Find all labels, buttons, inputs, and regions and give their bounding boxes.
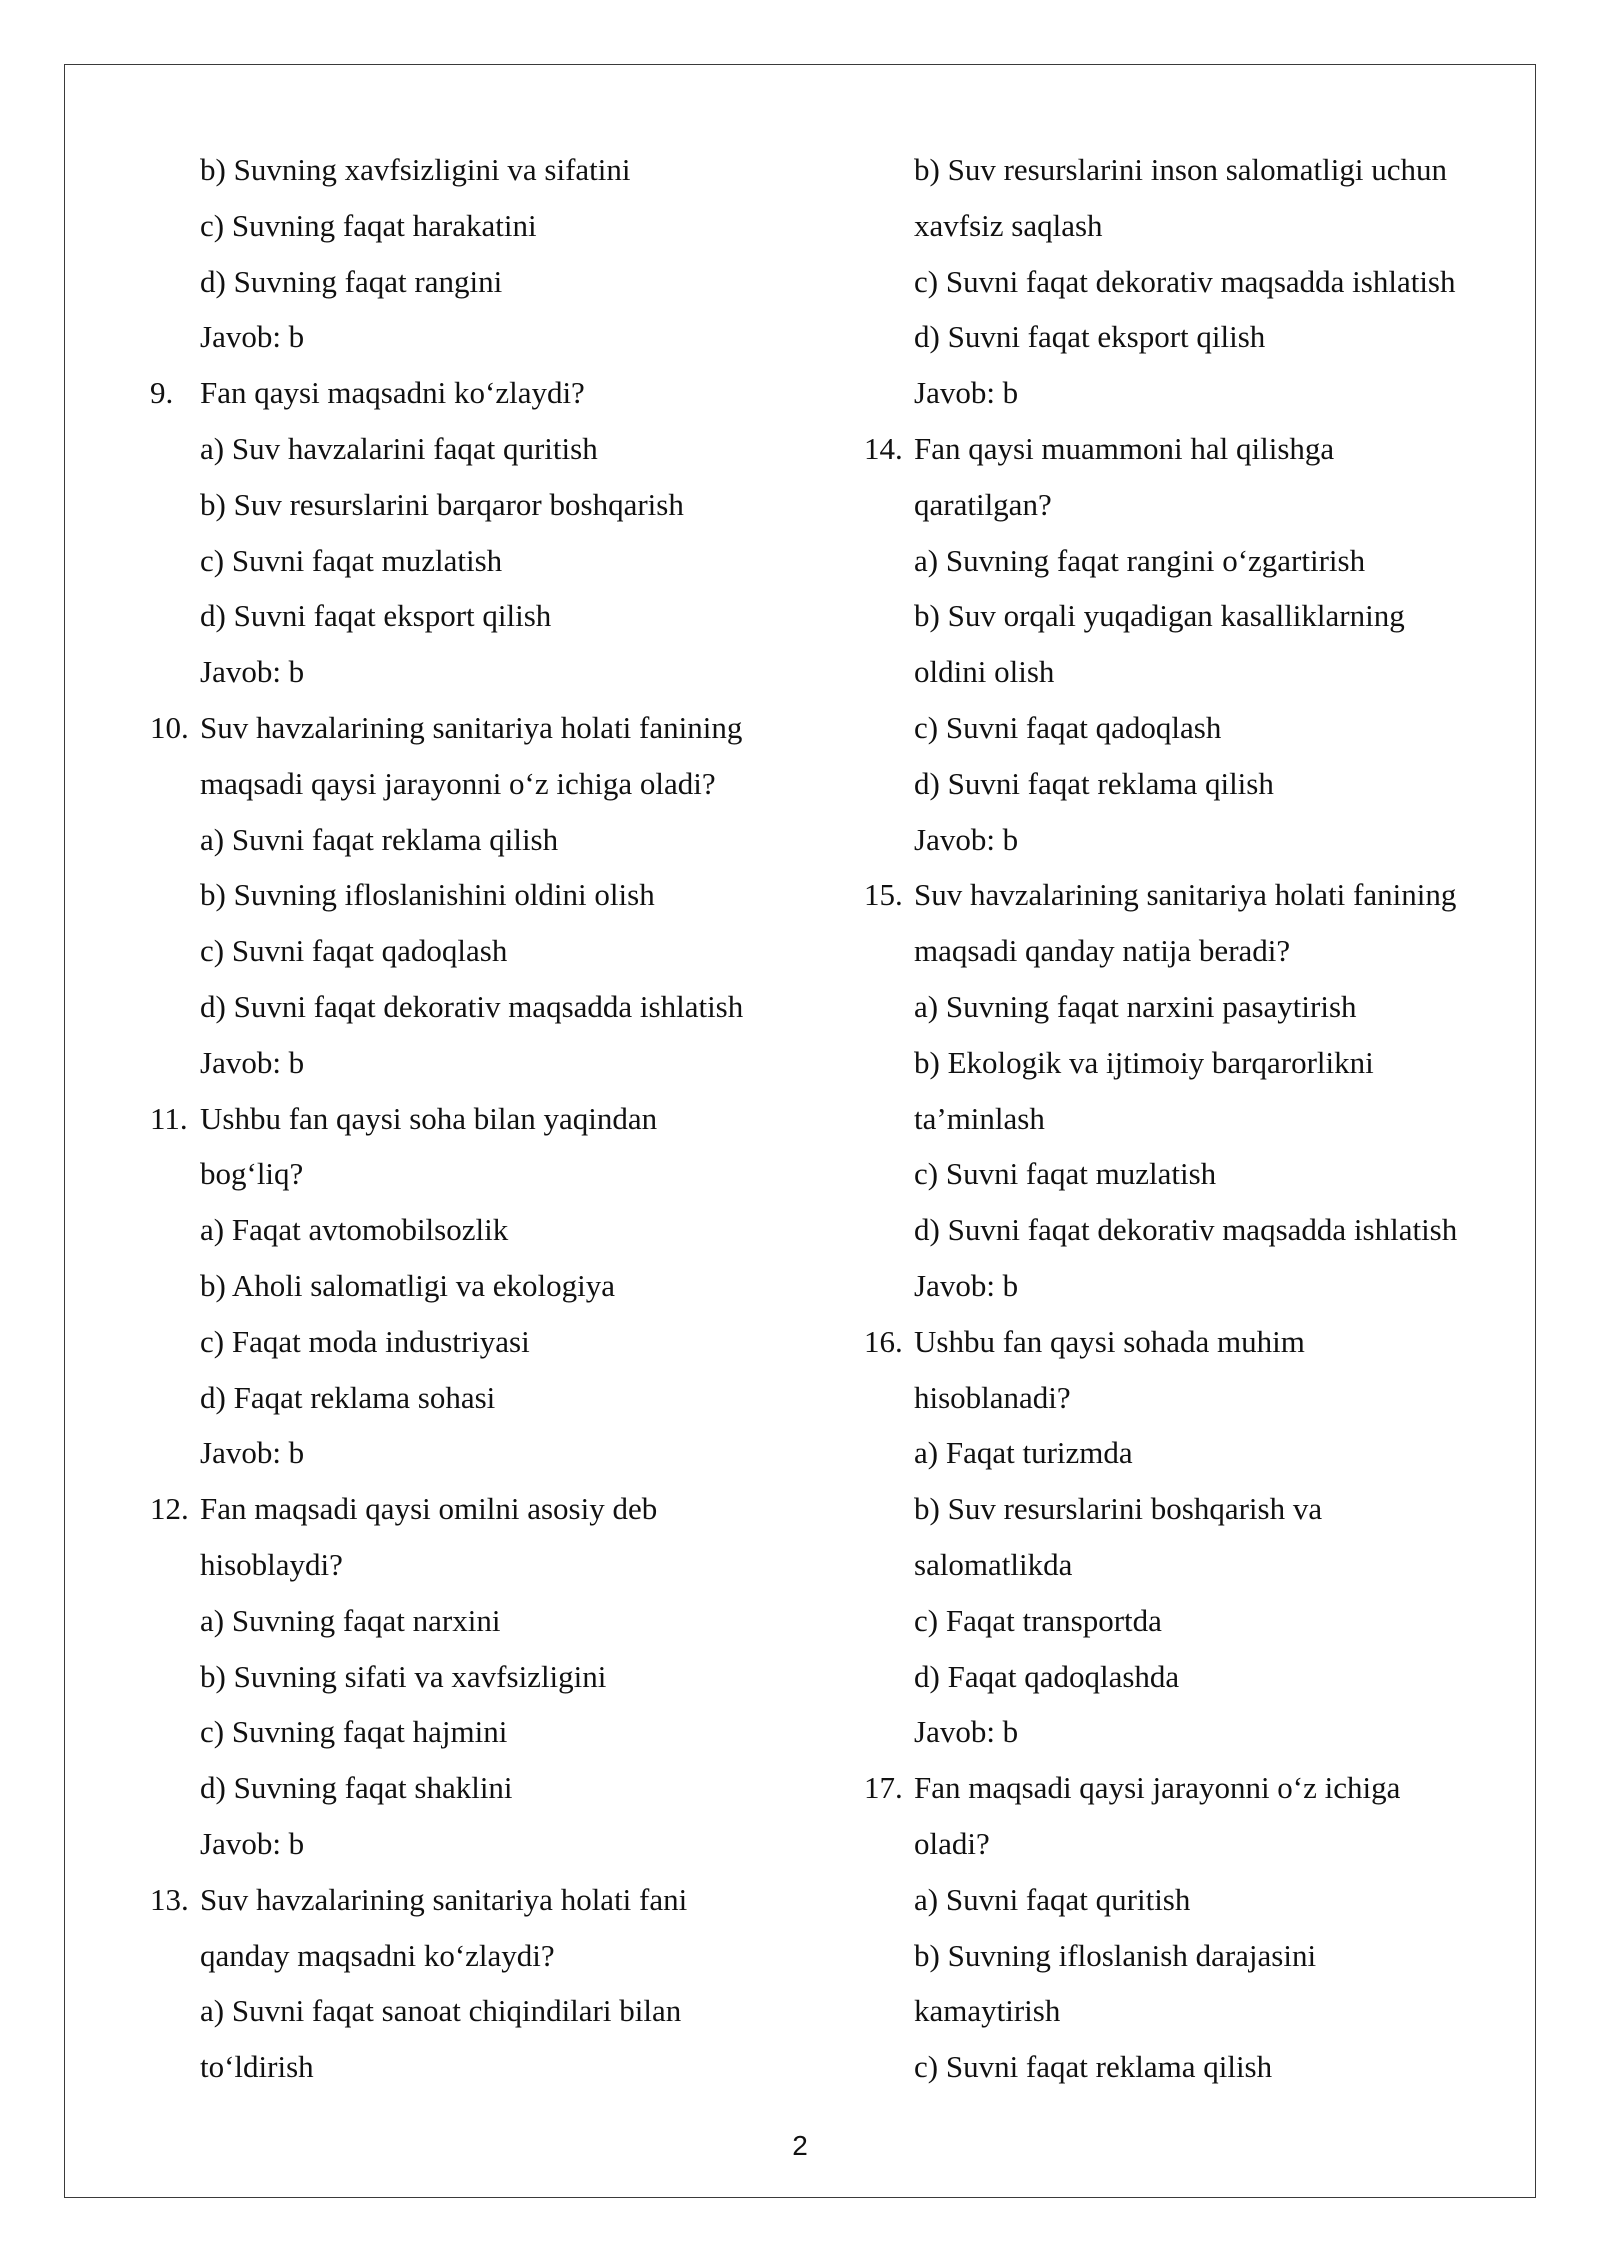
- text-line: [864, 1649, 1524, 1705]
- line-text: a) Suvni faqat sanoat chiqindilari bilan: [200, 1993, 682, 2029]
- text-line: [150, 421, 810, 477]
- text-line: [864, 1872, 1524, 1928]
- text-line: [864, 1704, 1524, 1760]
- line-text: qanday maqsadni ko‘zlaydi?: [200, 1937, 555, 1973]
- question-line: [150, 1481, 810, 1537]
- line-text: ta’minlash: [914, 1100, 1045, 1136]
- line-text: d) Suvni faqat dekorativ maqsadda ishlatish: [200, 988, 744, 1024]
- text-line: [864, 1481, 1524, 1537]
- question-line: [150, 365, 810, 421]
- line-text: Javob: b: [914, 821, 1019, 857]
- line-text: c) Suvning faqat harakatini: [200, 207, 537, 243]
- text-line: [864, 477, 1524, 533]
- line-text: c) Suvni faqat dekorativ maqsadda ishlatish: [914, 263, 1456, 299]
- text-line: [864, 923, 1524, 979]
- line-text: d) Suvni faqat reklama qilish: [914, 765, 1274, 801]
- line-text: Fan qaysi muammoni hal qilishga: [914, 430, 1335, 466]
- text-line: [150, 309, 810, 365]
- text-line: [150, 1425, 810, 1481]
- line-text: b) Aholi salomatligi va ekologiya: [200, 1267, 615, 1303]
- text-line: [150, 142, 810, 198]
- question-number: 17.: [864, 1770, 903, 1806]
- text-line: [150, 867, 810, 923]
- line-text: maqsadi qanday natija beradi?: [914, 933, 1291, 969]
- text-line: [864, 1928, 1524, 1984]
- text-line: [864, 254, 1524, 310]
- line-text: Suv havzalarining sanitariya holati fani: [200, 1881, 688, 1917]
- text-line: [150, 1816, 810, 1872]
- text-line: [150, 1593, 810, 1649]
- question-number: 14.: [864, 430, 903, 466]
- line-text: c) Suvni faqat qadoqlash: [200, 933, 508, 969]
- line-text: a) Suvni faqat quritish: [914, 1881, 1191, 1917]
- line-text: b) Suvning ifloslanish darajasini: [914, 1937, 1317, 1973]
- line-text: Fan qaysi maqsadni ko‘zlaydi?: [200, 375, 585, 411]
- text-line: [150, 1760, 810, 1816]
- line-text: d) Suvni faqat dekorativ maqsadda ishlatish: [914, 1212, 1458, 1248]
- question-line: [864, 421, 1524, 477]
- text-line: [864, 1258, 1524, 1314]
- question-number: 16.: [864, 1323, 903, 1359]
- line-text: b) Suvning sifati va xavfsizligini: [200, 1658, 607, 1694]
- line-text: a) Suvning faqat rangini o‘zgartirish: [914, 542, 1366, 578]
- text-line: [864, 644, 1524, 700]
- text-line: [150, 1035, 810, 1091]
- text-line: [864, 309, 1524, 365]
- line-text: c) Faqat moda industriyasi: [200, 1323, 530, 1359]
- line-text: Javob: b: [200, 1435, 305, 1471]
- line-text: a) Suvni faqat reklama qilish: [200, 821, 559, 857]
- question-number: 9.: [150, 375, 174, 411]
- line-text: Javob: b: [200, 654, 305, 690]
- text-line: [150, 477, 810, 533]
- text-line: [864, 1370, 1524, 1426]
- text-line: [864, 2039, 1524, 2095]
- line-text: a) Suvning faqat narxini pasaytirish: [914, 988, 1357, 1024]
- question-line: [864, 1760, 1524, 1816]
- text-line: [864, 142, 1524, 198]
- text-line: [150, 1258, 810, 1314]
- text-line: [150, 588, 810, 644]
- line-text: Ushbu fan qaysi sohada muhim: [914, 1323, 1305, 1359]
- line-text: kamaytirish: [914, 1993, 1061, 2029]
- question-line: [150, 1091, 810, 1147]
- line-text: b) Suvning xavfsizligini va sifatini: [200, 152, 631, 187]
- line-text: Javob: b: [914, 375, 1019, 411]
- text-line: [150, 1202, 810, 1258]
- line-text: maqsadi qaysi jarayonni o‘z ichiga oladi?: [200, 765, 716, 801]
- line-text: Suv havzalarining sanitariya holati fanining: [914, 877, 1457, 913]
- question-line: [150, 1872, 810, 1928]
- text-line: [864, 588, 1524, 644]
- text-line: [864, 1425, 1524, 1481]
- line-text: c) Suvni faqat muzlatish: [914, 1156, 1217, 1192]
- line-text: qaratilgan?: [914, 486, 1052, 522]
- line-text: a) Faqat avtomobilsozlik: [200, 1212, 509, 1248]
- line-text: d) Suvni faqat eksport qilish: [200, 598, 552, 634]
- line-text: Javob: b: [914, 1267, 1019, 1303]
- line-text: b) Ekologik va ijtimoiy barqarorlikni: [914, 1044, 1374, 1080]
- line-text: b) Suvning ifloslanishini oldini olish: [200, 877, 655, 913]
- text-line: [864, 1816, 1524, 1872]
- question-number: 11.: [150, 1100, 188, 1136]
- question-number: 12.: [150, 1491, 189, 1527]
- text-line: [150, 533, 810, 589]
- text-line: [150, 979, 810, 1035]
- line-text: hisoblaydi?: [200, 1546, 343, 1582]
- text-line: [150, 2039, 810, 2095]
- line-text: a) Suv havzalarini faqat quritish: [200, 430, 598, 466]
- question-line: [864, 1314, 1524, 1370]
- text-line: [864, 1035, 1524, 1091]
- line-text: Ushbu fan qaysi soha bilan yaqindan: [200, 1100, 658, 1136]
- line-text: b) Suv resurslarini boshqarish va: [914, 1491, 1323, 1527]
- text-line: [864, 365, 1524, 421]
- line-text: c) Faqat transportda: [914, 1602, 1162, 1638]
- text-line: [864, 756, 1524, 812]
- line-text: a) Faqat turizmda: [914, 1435, 1133, 1471]
- text-line: [864, 1593, 1524, 1649]
- line-text: Javob: b: [914, 1714, 1019, 1750]
- line-text: Javob: b: [200, 1044, 305, 1080]
- text-line: [150, 198, 810, 254]
- text-line: [150, 1370, 810, 1426]
- text-line: [150, 1704, 810, 1760]
- text-line: [150, 254, 810, 310]
- line-text: salomatlikda: [914, 1546, 1073, 1582]
- text-line: [150, 1983, 810, 2039]
- line-text: to‘ldirish: [200, 2049, 314, 2085]
- line-text: b) Suv resurslarini barqaror boshqarish: [200, 486, 684, 522]
- text-line: [864, 1983, 1524, 2039]
- line-text: d) Suvning faqat rangini: [200, 263, 503, 299]
- text-line: [864, 979, 1524, 1035]
- line-text: a) Suvning faqat narxini: [200, 1602, 501, 1638]
- line-text: Fan maqsadi qaysi omilni asosiy deb: [200, 1491, 658, 1527]
- text-line: [864, 1091, 1524, 1147]
- text-line: [864, 700, 1524, 756]
- line-text: Fan maqsadi qaysi jarayonni o‘z ichiga: [914, 1770, 1401, 1806]
- question-line: [150, 700, 810, 756]
- line-text: xavfsiz saqlash: [914, 207, 1103, 243]
- text-line: [150, 1649, 810, 1705]
- line-text: c) Suvni faqat muzlatish: [200, 542, 503, 578]
- line-text: d) Faqat qadoqlashda: [914, 1658, 1180, 1694]
- line-text: b) Suv resurslarini inson salomatligi uchun: [914, 152, 1447, 187]
- line-text: c) Suvning faqat hajmini: [200, 1714, 508, 1750]
- line-text: oladi?: [914, 1825, 990, 1861]
- line-text: oldini olish: [914, 654, 1055, 690]
- line-text: Javob: b: [200, 1825, 305, 1861]
- text-line: [150, 644, 810, 700]
- text-line: [150, 756, 810, 812]
- right-column: [864, 142, 1524, 2095]
- page-number: 2: [792, 2130, 808, 2161]
- line-text: Suv havzalarining sanitariya holati fanining: [200, 709, 743, 745]
- text-line: [150, 1928, 810, 1984]
- question-line: [864, 867, 1524, 923]
- text-line: [150, 1537, 810, 1593]
- text-line: [864, 1202, 1524, 1258]
- text-line: [864, 198, 1524, 254]
- line-text: hisoblanadi?: [914, 1379, 1071, 1415]
- line-text: d) Suvni faqat eksport qilish: [914, 319, 1266, 355]
- text-line: [864, 1537, 1524, 1593]
- question-number: 15.: [864, 877, 903, 913]
- question-number: 13.: [150, 1881, 189, 1917]
- line-text: b) Suv orqali yuqadigan kasalliklarning: [914, 598, 1405, 634]
- line-text: d) Suvning faqat shaklini: [200, 1770, 513, 1806]
- line-text: bog‘liq?: [200, 1156, 304, 1192]
- text-line: [150, 1146, 810, 1202]
- question-number: 10.: [150, 709, 189, 745]
- line-text: c) Suvni faqat reklama qilish: [914, 2049, 1273, 2085]
- line-text: d) Faqat reklama sohasi: [200, 1379, 496, 1415]
- text-line: [864, 812, 1524, 868]
- text-line: [150, 812, 810, 868]
- left-column: [150, 142, 810, 2095]
- text-line: [150, 1314, 810, 1370]
- text-line: [150, 923, 810, 979]
- text-line: [864, 533, 1524, 589]
- line-text: Javob: b: [200, 319, 305, 355]
- line-text: c) Suvni faqat qadoqlash: [914, 709, 1222, 745]
- text-line: [864, 1146, 1524, 1202]
